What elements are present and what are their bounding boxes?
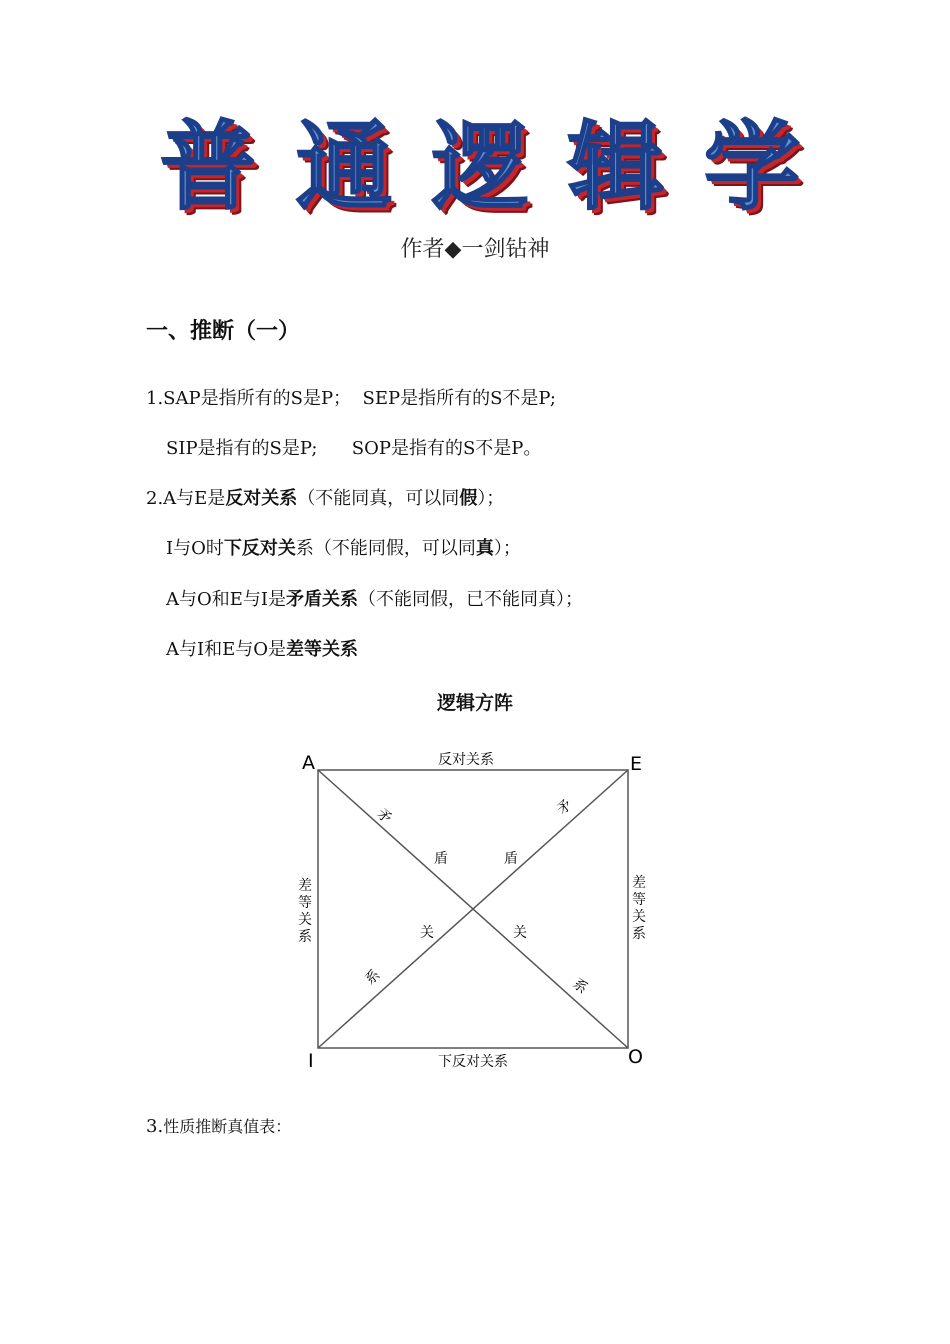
text-run: ）； xyxy=(477,488,505,509)
item3-number: 3. xyxy=(146,1116,164,1137)
right-label-char: 关 xyxy=(632,909,646,925)
item2-line4 xyxy=(166,635,358,661)
diag-char: 关 xyxy=(513,925,527,941)
bold-term: 下反对关 xyxy=(223,538,296,559)
item2-line2 xyxy=(166,534,521,560)
diagram-title: 逻辑方阵 xyxy=(436,692,513,714)
bottom-label: 下反对关系 xyxy=(438,1054,508,1070)
text-run: ）； xyxy=(493,538,521,559)
title-char: 普 xyxy=(160,111,256,223)
square-of-opposition xyxy=(290,745,660,1075)
left-label xyxy=(298,878,312,945)
diag-char: 矛 xyxy=(373,805,395,828)
right-label-char: 系 xyxy=(632,926,646,942)
item3-text: 性质推断真值表： xyxy=(163,1117,292,1136)
corner-e: E xyxy=(630,753,643,775)
title-char: 辑 xyxy=(568,111,664,223)
item2-line3 xyxy=(166,585,583,611)
item1-line1: 1.SAP是指所有的S是P； SEP是指所有的S不是P; xyxy=(146,388,556,409)
text-run: （不能同假，已不能同真）； xyxy=(358,589,584,610)
left-label-char: 关 xyxy=(298,912,312,928)
text-run: 2.A与E是 xyxy=(146,488,226,509)
left-label-char: 系 xyxy=(298,929,312,945)
diag-char: 盾 xyxy=(434,851,448,867)
item3-label xyxy=(146,1114,291,1137)
corner-i: I xyxy=(308,1050,314,1072)
right-label xyxy=(632,875,646,942)
bold-term: 反对关系 xyxy=(225,488,298,509)
left-label-char: 差 xyxy=(298,878,312,894)
right-label-char: 等 xyxy=(632,892,646,908)
left-label-char: 等 xyxy=(298,895,312,911)
item2-line1 xyxy=(146,484,504,510)
diag-char: 系 xyxy=(569,975,591,998)
document-title xyxy=(160,112,800,222)
diag-char: 盾 xyxy=(504,851,518,867)
text-run: A与O和E与I是 xyxy=(166,589,287,610)
author-line: 作者◆一剑钻神 xyxy=(400,237,550,262)
text-run: A与I和E与O是 xyxy=(166,639,287,660)
text-run: （不能同真，可以同 xyxy=(297,488,460,509)
item1-line2: SIP是指有的S是P; SOP是指有的S不是P。 xyxy=(166,438,542,459)
title-char: 学 xyxy=(704,111,800,223)
top-label: 反对关系 xyxy=(438,752,494,768)
section-heading: 一、推断（一） xyxy=(146,319,301,344)
text-run: 系（不能同假，可以同 xyxy=(295,538,476,559)
corner-o: O xyxy=(628,1046,643,1068)
bold-term: 假 xyxy=(459,488,478,509)
bold-term: 真 xyxy=(475,538,494,559)
bold-term: 差等关系 xyxy=(286,639,359,660)
title-char: 逻 xyxy=(432,111,528,223)
text-run: I与O时 xyxy=(166,538,224,559)
bold-term: 矛盾关系 xyxy=(286,589,359,610)
diag-char: 系 xyxy=(362,966,384,989)
title-char: 通 xyxy=(296,111,392,223)
right-label-char: 差 xyxy=(632,875,646,891)
diag-char: 关 xyxy=(420,925,434,941)
diagonal-e-i-label xyxy=(362,797,575,988)
corner-a: A xyxy=(302,752,315,774)
diag-char: 矛 xyxy=(554,796,576,819)
